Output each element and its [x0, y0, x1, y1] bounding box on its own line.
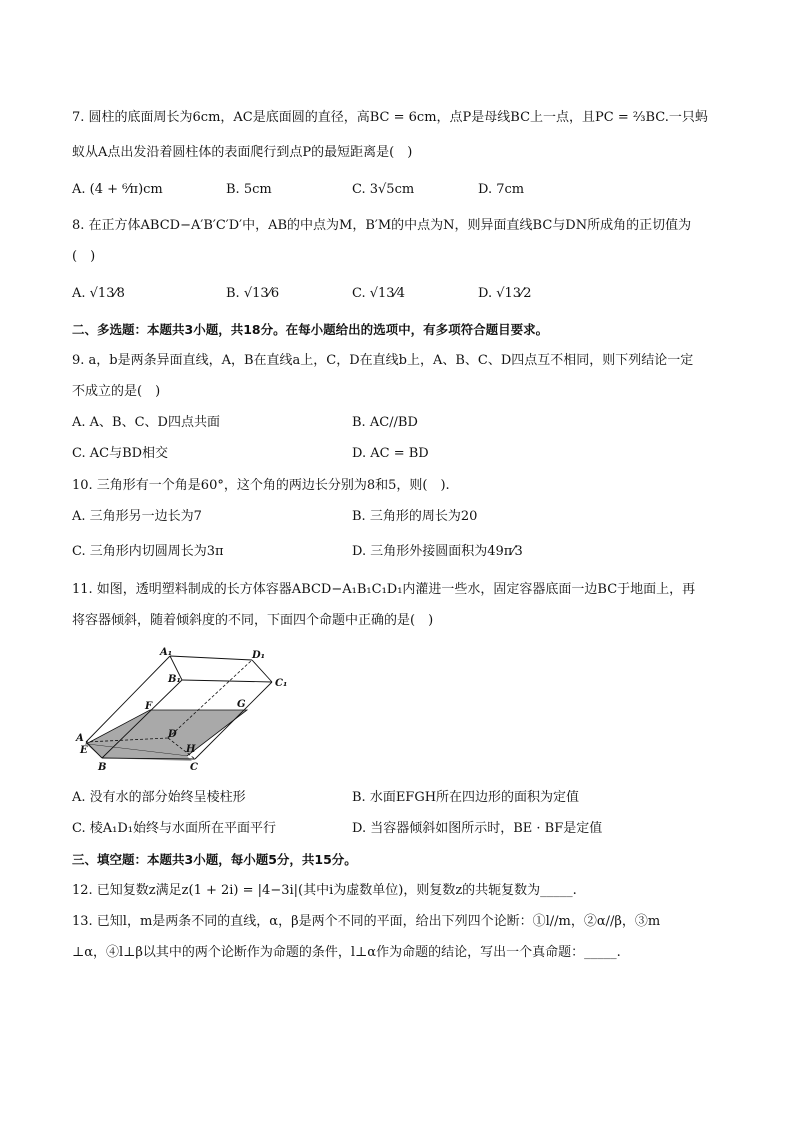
label-d: D — [168, 729, 177, 740]
label-f: F — [145, 701, 153, 712]
q10-option-b[interactable]: B. 三角形的周长为20 — [352, 509, 478, 524]
tilted-cuboid-figure — [72, 646, 302, 776]
q11-stem-line1: 11. 如图，透明塑料制成的长方体容器ABCD−A₁B₁C₁D₁内灌进一些水，固定容器底面一边BC于地面上，再 — [72, 582, 696, 597]
q11-option-d[interactable]: D. 当容器倾斜如图所示时，BE · BF是定值 — [352, 821, 603, 836]
q11-option-c[interactable]: C. 棱A₁D₁始终与水面所在平面平行 — [72, 821, 276, 836]
q11-stem-line2: 将容器倾斜，随着倾斜度的不同，下面四个命题中正确的是( ) — [72, 613, 434, 628]
q8-option-b[interactable]: B. √13⁄6 — [226, 286, 280, 301]
q11-option-a[interactable]: A. 没有水的部分始终呈棱柱形 — [72, 790, 246, 805]
q10-option-d[interactable]: D. 三角形外接圆面积为49π⁄3 — [352, 544, 523, 559]
q11-option-b[interactable]: B. 水面EFGH所在四边形的面积为定值 — [352, 790, 580, 805]
q9-stem-line2: 不成立的是( ) — [72, 384, 161, 399]
label-d1: D₁ — [252, 650, 266, 661]
edge-b1c1 — [182, 680, 272, 682]
edge-a1d1 — [170, 656, 252, 660]
label-b: B — [98, 762, 107, 773]
q13-stem-line1: 13. 已知l，m是两条不同的直线，α，β是两个不同的平面，给出下列四个论断：①l//m，②α//β，③m — [72, 914, 661, 929]
q9-option-b[interactable]: B. AC//BD — [352, 415, 418, 430]
q9-option-a[interactable]: A. A、B、C、D四点共面 — [72, 415, 220, 430]
q10-option-c[interactable]: C. 三角形内切圆周长为3π — [72, 544, 224, 559]
label-e: E — [80, 745, 88, 756]
q13-stem-line2: ⊥α，④l⊥β以其中的两个论断作为命题的条件，l⊥α作为命题的结论，写出一个真命题：_____. — [72, 945, 621, 960]
section-multi-choice-heading: 二、多选题：本题共3小题，共18分。在每小题给出的选项中，有多项符合题目要求。 — [72, 322, 549, 337]
q7-option-b[interactable]: B. 5cm — [226, 182, 272, 197]
q8-stem-line1: 8. 在正方体ABCD−A′B′C′D′中，AB的中点为M，B′M的中点为N，则异面直线BC与DN所成角的正切值为 — [72, 218, 692, 233]
q8-option-c[interactable]: C. √13⁄4 — [352, 286, 406, 301]
q9-option-c[interactable]: C. AC与BD相交 — [72, 446, 169, 461]
q7-stem-line1: 7. 圆柱的底面周长为6cm，AC是底面圆的直径，高BC = 6cm，点P是母线BC上一点，且PC = ²⁄₃BC.一只蚂 — [72, 110, 708, 125]
label-b1: B₁ — [168, 674, 181, 685]
q7-option-d[interactable]: D. 7cm — [478, 182, 525, 197]
q10-stem: 10. 三角形有一个角是60°，这个角的两边长分别为8和5，则( ). — [72, 478, 450, 493]
label-h: H — [186, 744, 196, 755]
label-c1: C₁ — [275, 678, 288, 689]
q9-stem-line1: 9. a，b是两条异面直线，A，B在直线a上，C，D在直线b上，A、B、C、D四点互不相同，则下列结论一定 — [72, 353, 694, 368]
q7-stem-line2: 蚁从A点出发沿着圆柱体的表面爬行到点P的最短距离是( ) — [72, 145, 413, 160]
label-a1: A₁ — [160, 647, 173, 658]
q7-option-c[interactable]: C. 3√5cm — [352, 182, 415, 197]
q9-option-d[interactable]: D. AC = BD — [352, 446, 429, 461]
q12-stem: 12. 已知复数z满足z(1 + 2i) = |4−3i|(其中i为虚数单位)，则复数z的共轭复数为_____. — [72, 883, 577, 898]
cuboid-diagram — [72, 646, 302, 776]
label-g: G — [237, 699, 246, 710]
edge-d1c1 — [252, 660, 272, 682]
q8-option-a[interactable]: A. √13⁄8 — [72, 286, 125, 301]
q8-stem-line2: ( ) — [72, 249, 96, 264]
section-fill-blank-heading: 三、填空题：本题共3小题，每小题5分，共15分。 — [72, 852, 357, 867]
q7-option-a[interactable]: A. (4 + ⁶⁄π)cm — [72, 182, 163, 197]
label-c: C — [190, 762, 198, 773]
q8-option-d[interactable]: D. √13⁄2 — [478, 286, 532, 301]
label-a: A — [76, 733, 84, 744]
q10-option-a[interactable]: A. 三角形另一边长为7 — [72, 509, 202, 524]
